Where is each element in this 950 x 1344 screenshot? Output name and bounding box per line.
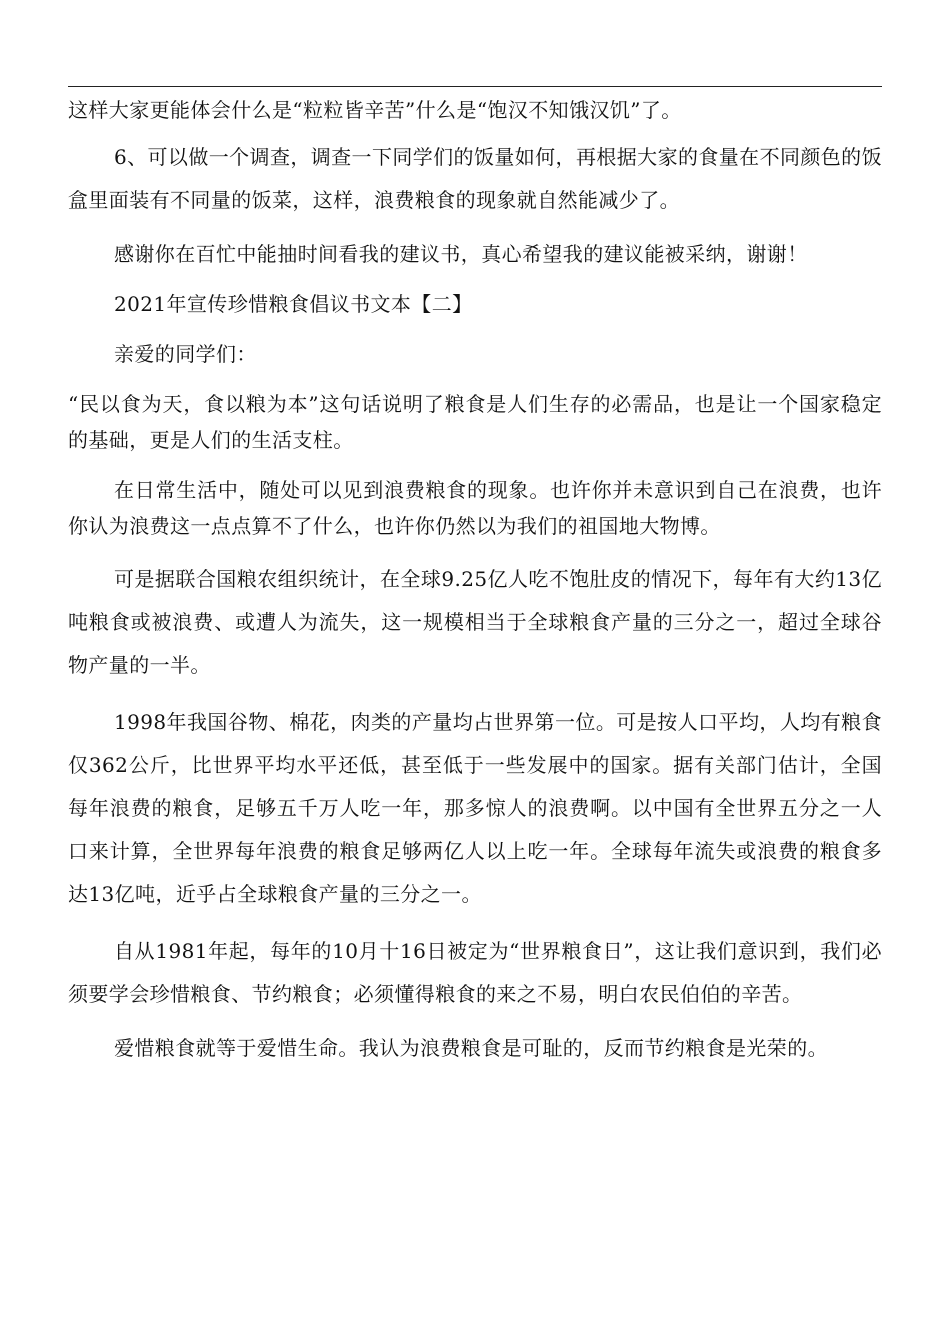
paragraph-continuation: 这样大家更能体会什么是“粒粒皆辛苦”什么是“饱汉不知饿汉饥”了。 <box>68 98 682 122</box>
section-heading: 2021年宣传珍惜粮食倡议书文本【二】 <box>114 292 473 316</box>
header-rule <box>68 86 882 87</box>
paragraph-salutation: 亲爱的同学们： <box>114 342 257 366</box>
document-body <box>68 92 882 1066</box>
paragraph-1998-statistics: 1998年我国谷物、棉花，肉类的产量均占世界第一位。可是按人口平均，人均有粮食仅362公斤，比世界平均水平还低，甚至低于一些发展中的国家。据有关部门估计，全国每年浪费的粮食，足够五千万人吃一年，那多惊人的浪费啊。以中国有全世界五分之一人口来计算，全世界每年浪费的粮食足够两亿人以上吃一年。全球每年流失或浪费的粮食多达13亿吨，近乎占全球粮食产量的三分之一。 <box>68 710 882 906</box>
paragraph-proverb: “民以食为天，食以粮为本”这句话说明了粮食是人们生存的必需品，也是让一个国家稳定的基础，更是人们的生活支柱。 <box>68 392 882 452</box>
paragraph-daily-life: 在日常生活中，随处可以见到浪费粮食的现象。也许你并未意识到自己在浪费，也许你认为浪费这一点点算不了什么，也许你仍然以为我们的祖国地大物博。 <box>68 478 882 538</box>
paragraph-fao-statistics: 可是据联合国粮农组织统计，在全球9.25亿人吃不饱肚皮的情况下，每年有大约13亿吨粮食或被浪费、或遭人为流失，这一规模相当于全球粮食产量的三分之一，超过全球谷物产量的一半。 <box>68 567 882 677</box>
paragraph-cherish-food: 爱惜粮食就等于爱惜生命。我认为浪费粮食是可耻的，反而节约粮食是光荣的。 <box>114 1036 828 1060</box>
paragraph-thanks: 感谢你在百忙中能抽时间看我的建议书，真心希望我的建议能被采纳，谢谢！ <box>114 242 808 266</box>
paragraph-suggestion-6: 6、可以做一个调查，调查一下同学们的饭量如何，再根据大家的食量在不同颜色的饭盒里面装有不同量的饭菜，这样，浪费粮食的现象就自然能减少了。 <box>68 145 882 212</box>
paragraph-world-food-day: 自从1981年起，每年的10月十16日被定为“世界粮食日”，这让我们意识到，我们必须要学会珍惜粮食、节约粮食；必须懂得粮食的来之不易，明白农民伯伯的辛苦。 <box>68 939 882 1006</box>
